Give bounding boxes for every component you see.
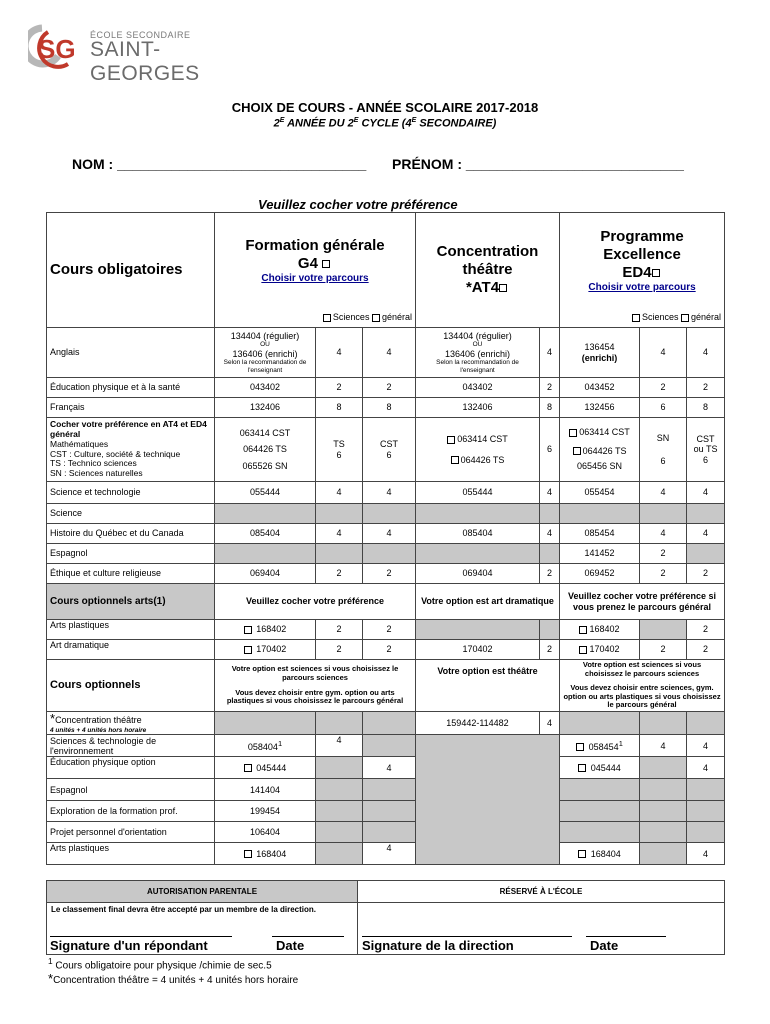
at4-ts-option[interactable]: 064426 TS (419, 455, 536, 465)
table-row: Arts plastiques 168404 4 168404 4 (47, 843, 725, 865)
auth-note: Le classement final devra être accepté par un membre de la direction. (47, 903, 358, 955)
checkbox-icon[interactable] (681, 314, 689, 322)
footnote-1: $^1$ Cours obligatoire pour physique /chimie de sec.5 (48, 956, 272, 972)
checkbox-icon[interactable] (447, 436, 455, 444)
checkbox-icon[interactable] (499, 284, 507, 292)
date-label: Date (276, 938, 305, 953)
gym-option[interactable]: 045444 (215, 757, 316, 779)
ed4-cst-option[interactable]: 063414 CST (563, 427, 636, 437)
arts-plastiques-option[interactable]: 168402 (215, 620, 316, 640)
logo-mark-icon (28, 24, 86, 70)
at4-cst-option[interactable]: 063414 CST (419, 434, 536, 444)
checkbox-icon[interactable] (569, 429, 577, 437)
prenom-field[interactable]: PRÉNOM : ____________________________ (392, 156, 684, 172)
page-title: CHOIX DE COURS - ANNÉE SCOLAIRE 2017-2018 (231, 100, 539, 115)
table-row: Anglais 134404 (régulier) OU 136406 (enrichi) Selon la recommandation de l'enseignant 4 4 134404 (régulier) OU 136406 (enrichi) Selon la recommandation de l'enseignant 4 136454 (enrichi) 4 4 (47, 328, 725, 378)
row-label: Anglais (47, 328, 215, 378)
signature-line[interactable] (50, 936, 232, 937)
arts-header-row: Cours optionnels arts(1) Veuillez cocher votre préférence Votre option est art dramatique Veuillez cocher votre préférence si vous prenez le parcours général (47, 584, 725, 620)
logo-big: SAINT-GEORGES (90, 38, 200, 85)
ct-title: Concentration théâtre (436, 243, 539, 278)
ed4-arts-plastiques-opt[interactable]: 168404 (560, 843, 640, 865)
logo-mark-text: SG (38, 34, 76, 64)
date-line[interactable] (272, 936, 344, 937)
checkbox-icon[interactable] (244, 764, 252, 772)
ed4-option[interactable]: ED4 (563, 264, 721, 282)
table-row: *Concentration théâtre 4 unités + 4 unités hors horaire 159442-114482 4 (47, 712, 725, 735)
table-row: Arts plastiques 168402 2 2 168402 2 (47, 620, 725, 640)
checkbox-icon[interactable] (323, 314, 331, 322)
table-row: Espagnol 141452 2 (47, 544, 725, 564)
table-row: Français 132406 8 8 132406 8 132456 6 8 (47, 398, 725, 418)
checkbox-icon[interactable] (244, 626, 252, 634)
at4-option[interactable]: *AT4 (419, 279, 556, 297)
table-row: Éducation physique et à la santé 043402 2 2 043402 2 043452 2 2 (47, 378, 725, 398)
checkbox-icon[interactable] (579, 646, 587, 654)
parcours-row: Sciences général Sciences général (47, 308, 725, 328)
checkbox-icon[interactable] (451, 456, 459, 464)
checkbox-icon[interactable] (632, 314, 640, 322)
ed4-arts-plastiques-option[interactable]: 168402 (560, 620, 640, 640)
footnote-2: *Concentration théâtre = 4 unités + 4 unités hors horaire (48, 971, 299, 986)
table-row: Espagnol 141404 (47, 779, 725, 801)
art-dramatique-option[interactable]: 170402 (215, 640, 316, 660)
pe-choisir-link[interactable]: Choisir votre parcours (588, 281, 696, 293)
fg-title: Formation générale (245, 236, 385, 254)
checkbox-icon[interactable] (652, 269, 660, 277)
school-logo (28, 24, 258, 85)
fg-choisir-link[interactable]: Choisir votre parcours (261, 272, 369, 284)
checkbox-icon[interactable] (576, 743, 584, 751)
checkbox-icon[interactable] (578, 850, 586, 858)
logo-small: ÉCOLE SECONDAIRE (90, 30, 191, 40)
table-row: Sciences & technologie de l'environnement 058404$^1$ 4 058454$^1$ 4 4 (47, 735, 725, 757)
g4-option[interactable]: G4 (218, 255, 412, 273)
table-row: Éducation physique option 045444 4 045444 4 (47, 757, 725, 779)
table-row: Art dramatique 170402 2 2 170402 2 170402 2 2 (47, 640, 725, 660)
signature-repondant-label: Signature d'un répondant (50, 938, 208, 953)
auth-right-title: RÉSERVÉ À L'ÉCOLE (358, 881, 725, 903)
checkbox-icon[interactable] (578, 764, 586, 772)
table-row: Histoire du Québec et du Canada 085404 4 4 085404 4 085454 4 4 (47, 524, 725, 544)
course-table (46, 212, 725, 865)
preference-heading: Veuillez cocher votre préférence (258, 197, 458, 212)
date-line[interactable] (586, 936, 666, 937)
checkbox-icon[interactable] (244, 850, 252, 858)
ed4-gym-option[interactable]: 045444 (560, 757, 640, 779)
table-row: Éthique et culture religieuse 069404 2 2 069404 2 069452 2 2 (47, 564, 725, 584)
arts-plastiques-opt[interactable]: 168404 (215, 843, 316, 865)
checkbox-icon[interactable] (372, 314, 380, 322)
table-row: Science (47, 504, 725, 524)
header-row (47, 213, 725, 308)
page-subtitle: $2^E$ ANNÉE DU $2^E$ CYCLE ($4^E$ SECONDAIRE) (273, 117, 497, 130)
checkbox-icon[interactable] (322, 260, 330, 268)
opt-header-row: Cours optionnels Votre option est sciences si vous choisissez le parcours sciences Vous devez choisir entre gym. option ou arts plastiques si vous choisissez le parcours général Votre option est théâtre Votre option est sciences si vous choisissez le parcours sciences Vous devez choisir entre sciences, gym. option ou arts plastiques si vous choisissez le parcours général (47, 660, 725, 712)
ed4-art-dramatique-option[interactable]: 170402 (560, 640, 640, 660)
checkbox-icon[interactable] (579, 626, 587, 634)
table-row: Projet personnel d'orientation 106404 (47, 822, 725, 843)
checkbox-icon[interactable] (573, 447, 581, 455)
table-row: Science et technologie 055444 4 4 055444 4 055454 4 4 (47, 482, 725, 504)
table-row: Cocher votre préférence en AT4 et ED4 général Mathématiques CST : Culture, société & technique TS : Technico sciences SN : Sciences naturelles 063414 CST 064426 TS 065526 SN TS 6 CST 6 063414 CST 064426 TS 6 063414 CST 064426 TS 065456 SN SN 6 CST ou TS 6 (47, 418, 725, 482)
ed4-ste-option[interactable]: 058454$^1$ (560, 735, 640, 757)
table-row: Exploration de la formation prof. 199454 (47, 801, 725, 822)
signature-line[interactable] (362, 936, 572, 937)
cours-obligatoires-label: Cours obligatoires (50, 261, 183, 278)
checkbox-icon[interactable] (244, 646, 252, 654)
ed4-ts-option[interactable]: 064426 TS (563, 446, 636, 456)
auth-left-title: AUTORISATION PARENTALE (47, 881, 358, 903)
date-label: Date (590, 938, 619, 953)
signature-direction-label: Signature de la direction (362, 938, 514, 953)
nom-field[interactable]: NOM : ________________________________ (72, 156, 367, 172)
pe-title: Programme Excellence (600, 227, 684, 263)
